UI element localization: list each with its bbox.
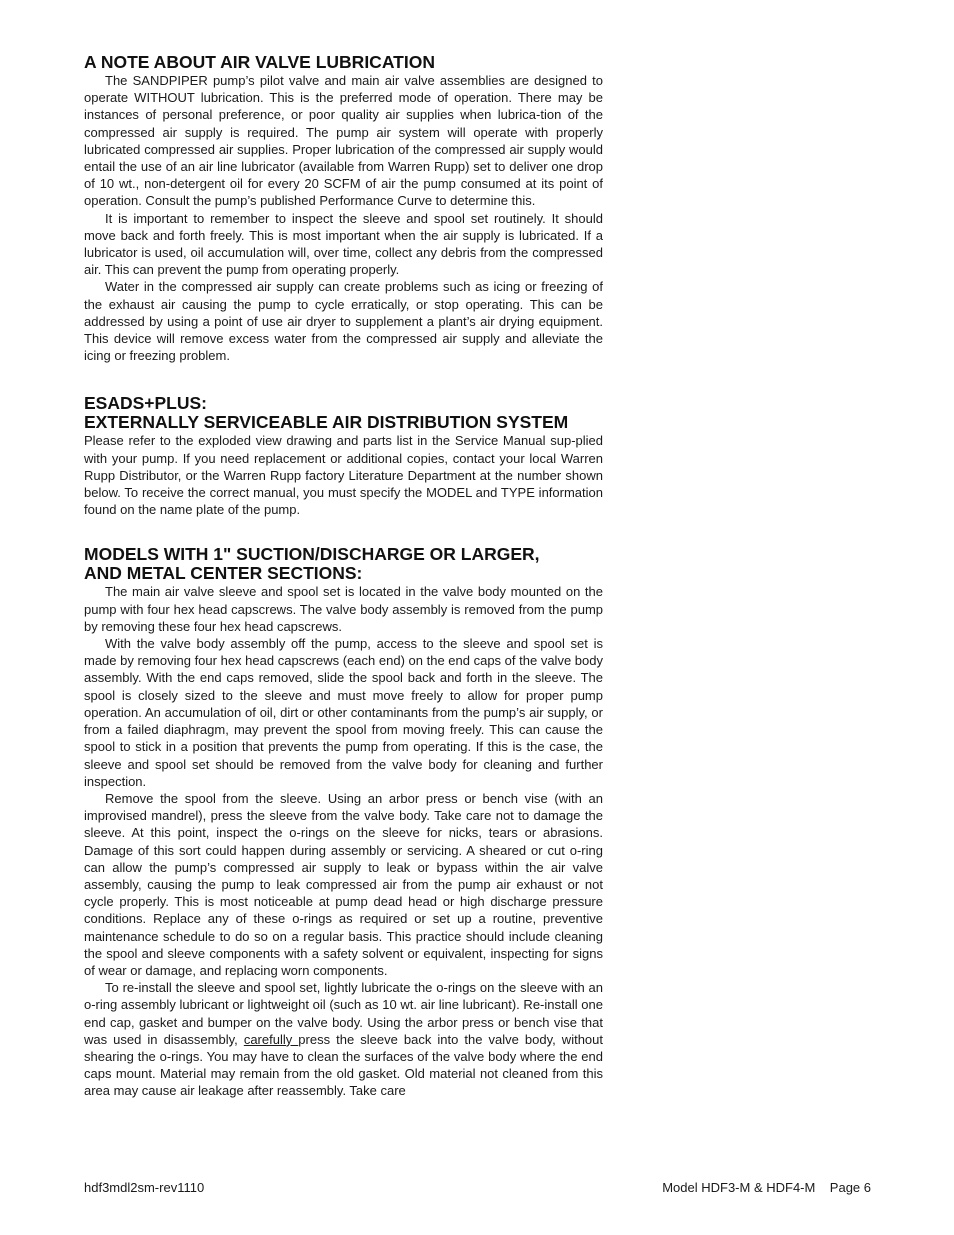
paragraph-reinstall bbox=[84, 979, 603, 1099]
underlined-word: carefully bbox=[243, 1031, 299, 1047]
section-heading-line2: EXTERNALLY SERVICEABLE AIR DISTRIBUTION SYSTEM bbox=[84, 412, 569, 433]
section-heading-line1: MODELS WITH 1" SUCTION/DISCHARGE OR LARGER, bbox=[84, 544, 540, 565]
paragraph: Remove the spool from the sleeve. Using an arbor press or bench vise (with an improvised mandrel), press the sleeve from the valve body. Take care not to damage the sleeve. At this point, inspect the o-rings on the sleeve for nicks, tears or abrasions. Damage of this sort could happen during assembly or servicing. A sheared or cut o-ring can allow the pump’s compressed air supply to leak or bypass within the air valve assembly, causing the pump to leak compressed air from the pump air exhaust or not cycle properly. This is most noticeable at pump dead head or high discharge pressure conditions. Replace any of these o-rings as required or set up a routine, preventive maintenance schedule to do so on a regular basis. This practice should include cleaning the spool and sleeve components with a safety solvent or equivalent, inspecting for signs of wear or damage, and replacing worn components. bbox=[84, 790, 603, 978]
section-models-metal-center bbox=[84, 545, 603, 1099]
paragraph: With the valve body assembly off the pump, access to the sleeve and spool set is made by removing four hex head capscrews (each end) on the end caps of the valve body assembly. With the end caps removed, slide the spool back and forth in the sleeve. The spool is closely sized to the sleeve and must move freely to allow for proper pump operation. An accumulation of oil, dirt or other contaminants from the pump’s air supply, or from a failed diaphragm, may prevent the spool from moving freely. This can cause the spool to stick in a position that prevents the pump from operating. If this is the case, the sleeve and spool set should be removed from the valve body for cleaning and further inspection. bbox=[84, 636, 603, 789]
paragraph: The SANDPIPER pump’s pilot valve and main air valve assemblies are designed to operate WITHOUT lubrication. This is the preferred mode of operation. There may be instances of personal preference, or poor quality air supplies when lubrica-tion of the compressed air supply is required. The pump air system will operate with properly lubricated compressed air supplies. Proper lubrication of the compressed air supply would entail the use of an air line lubricator (available from Warren Rupp) set to deliver one drop of 10 wt., non-detergent oil for every 20 SCFM of air the pump consumed at its point of operation. Consult the pump’s published Performance Curve to determine this. bbox=[84, 73, 603, 209]
section-esads-plus bbox=[84, 394, 603, 518]
text-run: To re-install the sleeve and spool set, lightly lubricate the o-rings on the sleeve with an o-ring assembly lubricant or lightweight oil (such as 10 wt. air line lubricant). Re-install one end cap, gasket and bumper on the valve body. Using the arbor press or bench vise that was used in disassembly, bbox=[84, 980, 603, 1047]
footer-model-page: Model HDF3-M & HDF4-M Page 6 bbox=[662, 1180, 871, 1195]
paragraph: Please refer to the exploded view drawing and parts list in the Service Manual sup-plied with your pump. If you need replacement or additional copies, contact your local Warren Rupp Distributor, or the Warren Rupp factory Literature Department at the number shown below. To receive the correct manual, you must specify the MODEL and TYPE information found on the name plate of the pump. bbox=[84, 433, 603, 518]
section-heading-line1: ESADS+PLUS: bbox=[84, 393, 208, 414]
paragraph: Water in the compressed air supply can create problems such as icing or freezing of the exhaust air causing the pump to cycle erratically, or stop operating. This can be addressed by using a point of use air dryer to supplement a plant’s air drying equipment. This device will remove excess water from the compressed air supply and alleviate the icing or freezing problem. bbox=[84, 279, 603, 364]
section-air-valve-lubrication bbox=[84, 53, 603, 364]
text-run: press the sleeve back into the valve body, without shearing the o-rings. You may have to clean the surfaces of the valve body where the end caps mount. Material may remain from the old gasket. Old material not cleaned from this area may cause air leakage after reassembly. Take care bbox=[84, 1031, 604, 1099]
paragraph: The main air valve sleeve and spool set is located in the valve body mounted on the pump with four hex head capscrews. The valve body assembly is removed from the pump by removing these four hex head capscrews. bbox=[84, 584, 603, 634]
section-heading: A NOTE ABOUT AIR VALVE LUBRICATION bbox=[84, 52, 435, 72]
footer-doc-id: hdf3mdl2sm-rev1110 bbox=[84, 1180, 205, 1195]
section-heading-line2: AND METAL CENTER SECTIONS: bbox=[84, 563, 363, 584]
paragraph: It is important to remember to inspect the sleeve and spool set routinely. It should move back and forth freely. This is most important when the air supply is lubricated. If a lubricator is used, oil accumulation will, over time, collect any debris from the compressed air. This can prevent the pump from operating properly. bbox=[84, 210, 603, 278]
main-column bbox=[84, 53, 603, 1119]
